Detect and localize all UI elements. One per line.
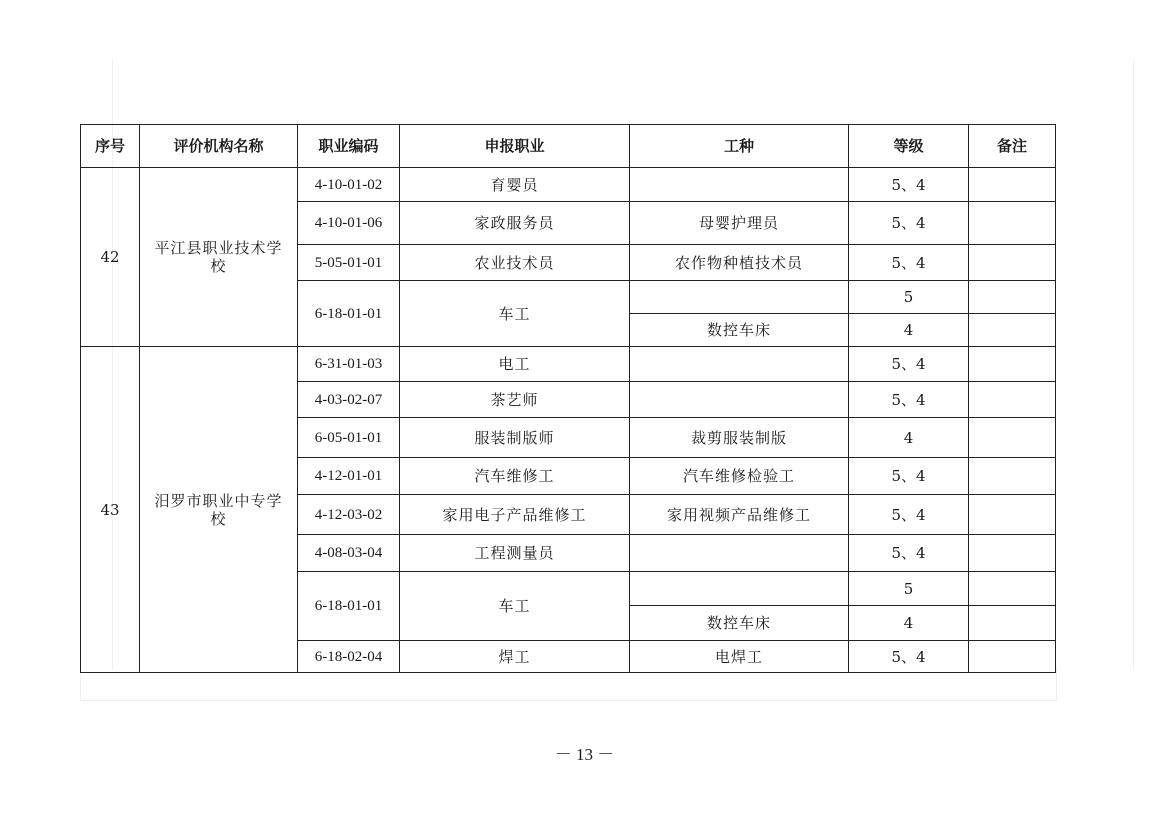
occupation-cell: 农业技术员 bbox=[400, 245, 630, 281]
header-seq: 序号 bbox=[81, 125, 140, 168]
occupation-cell: 电工 bbox=[400, 347, 630, 382]
remark-cell bbox=[969, 314, 1056, 347]
level-cell: 5、4 bbox=[849, 641, 969, 673]
trade-cell bbox=[630, 535, 849, 572]
remark-cell bbox=[969, 281, 1056, 314]
code-cell: 6-18-02-04 bbox=[298, 641, 400, 673]
occupation-cell: 家用电子产品维修工 bbox=[400, 495, 630, 535]
remark-cell bbox=[969, 347, 1056, 382]
occupation-cell: 工程测量员 bbox=[400, 535, 630, 572]
code-cell: 4-12-03-02 bbox=[298, 495, 400, 535]
trade-cell bbox=[630, 168, 849, 202]
code-cell: 4-12-01-01 bbox=[298, 458, 400, 495]
level-cell: 5、4 bbox=[849, 168, 969, 202]
level-cell: 5 bbox=[849, 281, 969, 314]
level-cell: 5、4 bbox=[849, 347, 969, 382]
remark-cell bbox=[969, 606, 1056, 641]
level-cell: 5、4 bbox=[849, 458, 969, 495]
level-cell: 4 bbox=[849, 314, 969, 347]
header-level: 等级 bbox=[849, 125, 969, 168]
institution-table bbox=[80, 124, 1056, 673]
trade-cell bbox=[630, 347, 849, 382]
code-cell: 4-08-03-04 bbox=[298, 535, 400, 572]
occupation-cell: 车工 bbox=[400, 281, 630, 347]
code-cell: 4-03-02-07 bbox=[298, 382, 400, 418]
remark-cell bbox=[969, 495, 1056, 535]
remark-cell bbox=[969, 418, 1056, 458]
level-cell: 4 bbox=[849, 606, 969, 641]
header-trade: 工种 bbox=[630, 125, 849, 168]
level-cell: 5、4 bbox=[849, 535, 969, 572]
level-cell: 5、4 bbox=[849, 202, 969, 245]
seq-cell: 43 bbox=[81, 347, 140, 673]
trade-cell: 裁剪服装制版 bbox=[630, 418, 849, 458]
table-header-row bbox=[81, 125, 1056, 168]
trade-cell bbox=[630, 572, 849, 606]
level-cell: 4 bbox=[849, 418, 969, 458]
remark-cell bbox=[969, 202, 1056, 245]
table-row bbox=[81, 347, 1056, 382]
occupation-cell: 汽车维修工 bbox=[400, 458, 630, 495]
occupation-cell: 焊工 bbox=[400, 641, 630, 673]
level-cell: 5、4 bbox=[849, 382, 969, 418]
code-cell: 5-05-01-01 bbox=[298, 245, 400, 281]
level-cell: 5 bbox=[849, 572, 969, 606]
seq-cell: 42 bbox=[81, 168, 140, 347]
occupation-cell: 服装制版师 bbox=[400, 418, 630, 458]
remark-cell bbox=[969, 641, 1056, 673]
show-through-line bbox=[1133, 60, 1134, 670]
trade-cell: 汽车维修检验工 bbox=[630, 458, 849, 495]
header-code: 职业编码 bbox=[298, 125, 400, 168]
trade-cell: 数控车床 bbox=[630, 314, 849, 347]
code-cell: 6-05-01-01 bbox=[298, 418, 400, 458]
trade-cell: 母婴护理员 bbox=[630, 202, 849, 245]
header-institution: 评价机构名称 bbox=[140, 125, 298, 168]
occupation-cell: 育婴员 bbox=[400, 168, 630, 202]
page-number: － 13 － bbox=[554, 745, 615, 764]
remark-cell bbox=[969, 382, 1056, 418]
code-cell: 6-18-01-01 bbox=[298, 572, 400, 641]
remark-cell bbox=[969, 458, 1056, 495]
remark-cell bbox=[969, 572, 1056, 606]
institution-cell: 汨罗市职业中专学校 bbox=[140, 347, 298, 673]
trade-cell: 数控车床 bbox=[630, 606, 849, 641]
trade-cell: 农作物种植技术员 bbox=[630, 245, 849, 281]
trade-cell bbox=[630, 281, 849, 314]
level-cell: 5、4 bbox=[849, 245, 969, 281]
occupation-cell: 家政服务员 bbox=[400, 202, 630, 245]
code-cell: 6-18-01-01 bbox=[298, 281, 400, 347]
trade-cell: 电焊工 bbox=[630, 641, 849, 673]
code-cell: 6-31-01-03 bbox=[298, 347, 400, 382]
trade-cell: 家用视频产品维修工 bbox=[630, 495, 849, 535]
level-cell: 5、4 bbox=[849, 495, 969, 535]
trade-cell bbox=[630, 382, 849, 418]
remark-cell bbox=[969, 245, 1056, 281]
header-occupation: 申报职业 bbox=[400, 125, 630, 168]
occupation-cell: 茶艺师 bbox=[400, 382, 630, 418]
remark-cell bbox=[969, 168, 1056, 202]
remark-cell bbox=[969, 535, 1056, 572]
table-row bbox=[81, 168, 1056, 202]
code-cell: 4-10-01-06 bbox=[298, 202, 400, 245]
code-cell: 4-10-01-02 bbox=[298, 168, 400, 202]
institution-cell: 平江县职业技术学校 bbox=[140, 168, 298, 347]
header-remark: 备注 bbox=[969, 125, 1056, 168]
occupation-cell: 车工 bbox=[400, 572, 630, 641]
